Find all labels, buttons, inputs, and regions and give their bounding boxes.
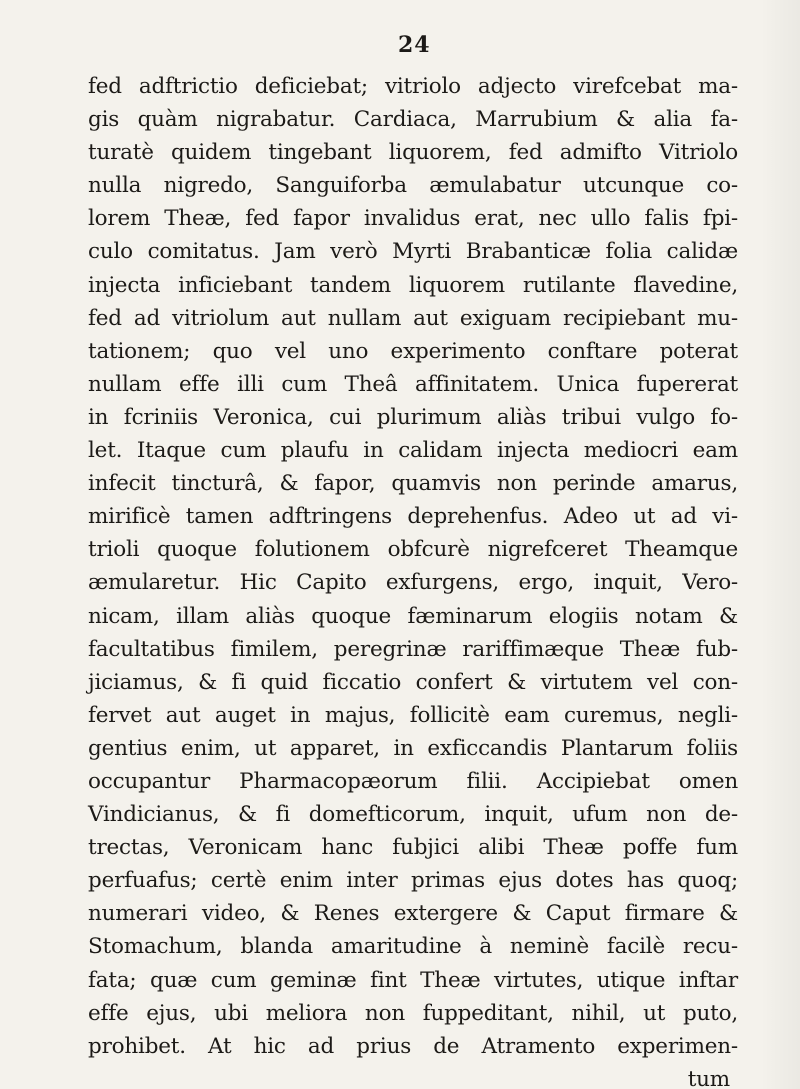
page-number: 24 — [398, 32, 431, 58]
text-line: nullam effe illi cum Theâ affinitatem. Unica fupererat — [88, 371, 738, 397]
text-line: lorem Theæ, fed fapor invalidus erat, nec ullo falis fpi- — [88, 206, 738, 232]
text-line: effe ejus, ubi meliora non fuppeditant, nihil, ut puto, — [88, 1000, 738, 1026]
text-line: fed adftrictio deficiebat; vitriolo adjecto virefcebat ma- — [88, 74, 738, 99]
page-edge-shadow — [760, 0, 800, 1089]
text-line: nulla nigredo, Sanguiforba æmulabatur utcunque co- — [88, 173, 738, 199]
text-line: trioli quoque folutionem obfcurè nigrefceret Theamque — [88, 537, 738, 563]
text-line: perfuafus; certè enim inter primas ejus dotes has quoq; — [88, 868, 738, 894]
text-line: Stomachum, blanda amaritudine à neminè facilè recu- — [88, 934, 738, 960]
text-line: jiciamus, & fi quid ficcatio confert & virtutem vel con- — [88, 669, 738, 695]
body-text — [88, 70, 738, 1089]
text-line: facultatibus fimilem, peregrinæ rariffimæque Theæ fub- — [88, 636, 738, 662]
text-line: culo comitatus. Jam verò Myrti Brabanticæ folia calidæ — [88, 239, 738, 265]
text-line: gis quàm nigrabatur. Cardiaca, Marrubium & alia fa- — [88, 107, 738, 133]
text-line: turatè quidem tingebant liquorem, fed admifto Vitriolo — [88, 140, 738, 166]
text-line: let. Itaque cum plaufu in calidam injecta mediocri eam — [88, 438, 738, 464]
text-line: numerari video, & Renes extergere & Caput firmare & — [88, 901, 738, 927]
text-line: fed ad vitriolum aut nullam aut exiguam recipiebant mu- — [88, 305, 738, 331]
text-line: tationem; quo vel uno experimento conftare poterat — [88, 338, 738, 364]
text-line: infecit tincturâ, & fapor, quamvis non perinde amarus, — [88, 471, 738, 497]
text-line: æmularetur. Hic Capito exfurgens, ergo, inquit, Vero- — [88, 570, 738, 596]
text-line: injecta inficiebant tandem liquorem rutilante flavedine, — [88, 272, 738, 298]
text-line: nicam, illam aliàs quoque fæminarum elogiis notam & — [88, 603, 738, 629]
text-line: prohibet. At hic ad prius de Atramento experimen- — [88, 1033, 738, 1059]
text-line: trectas, Veronicam hanc fubjici alibi Theæ poffe fum — [88, 835, 738, 861]
text-line: mirificè tamen adftringens deprehenfus. Adeo ut ad vi- — [88, 504, 738, 530]
text-line: in fcriniis Veronica, cui plurimum aliàs tribui vulgo fo- — [88, 404, 738, 430]
text-line: Vindicianus, & fi domefticorum, inquit, ufum non de- — [88, 802, 738, 828]
catchword: tum — [687, 1066, 730, 1089]
text-line: gentius enim, ut apparet, in exficcandis Plantarum foliis — [88, 735, 738, 761]
text-line: fervet aut auget in majus, follicitè eam curemus, negli- — [88, 702, 738, 728]
text-line: fata; quæ cum geminæ fint Theæ virtutes, utique inftar — [88, 967, 738, 993]
text-line: occupantur Pharmacopæorum filii. Accipiebat omen — [88, 768, 738, 794]
